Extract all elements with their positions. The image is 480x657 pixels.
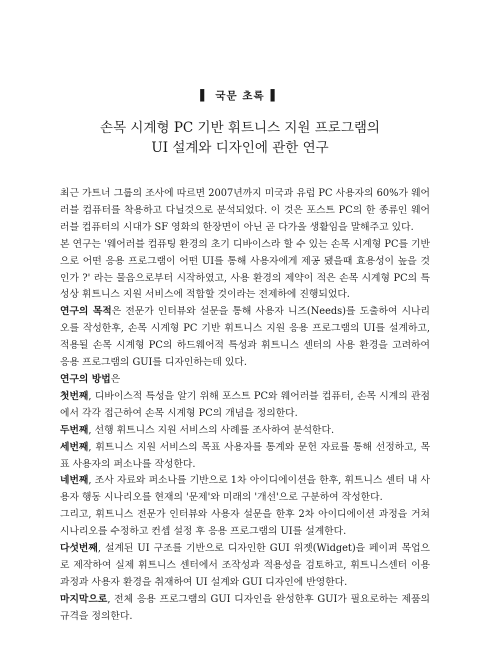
step-1: [60, 389, 430, 423]
step-5-label: 다섯번째: [60, 543, 98, 555]
purpose-text: 은 전문가 인터뷰와 설문을 통해 사용자 니즈(Needs)를 도출하여 시나리오를 작성한후, 손목 시계형 PC 기반 휘트니스 지원 응용 프로그램의 UI를 설계하고, 적용될 손목 시계형 PC의 하드웨어적 특성과 휘트니스 센터의 사용 환경을 고려하여 응용 프로그램의 GUI를 디자인하는데 있다.: [60, 306, 430, 369]
header-bullet-right-icon: ▌: [270, 90, 280, 102]
step-1-label: 첫번째: [60, 390, 89, 402]
paragraph-premise: 본 연구는 '웨어러블 컴퓨팅 환경의 초기 디바이스라 할 수 있는 손목 시계형 PC를 기반으로 어떤 응용 프로그램이 어떤 UI를 통해 사용자에게 제공 됐을때 효용성이 높을 것인가 ?' 라는 물음으로부터 시작하였고, 사용 환경의 제약이 적은 손목 시계형 PC의 특성상 휘트니스 지원 서비스에 적합할 것이라는 전제하에 진행되었다.: [60, 238, 430, 301]
step-2-text: , 선행 휘트니스 지원 서비스의 사례를 조사하여 분석한다.: [88, 424, 335, 436]
step-5: [60, 541, 430, 592]
step-4: [60, 473, 430, 507]
section-header: [0, 88, 480, 103]
paragraph-intro: 최근 가트너 그룹의 조사에 따르면 2007년까지 미국과 유럽 PC 사용자의 60%가 웨어러블 컴퓨터를 착용하고 다닐것으로 분석되었다. 이 것은 포스트 PC의 한 종류인 웨어러블 컴퓨터의 시대가 SF 영화의 한장면이 아닌 곧 다가올 생활임을 말해주고 있다.: [60, 188, 430, 233]
header-bullet-left-icon: ▌: [200, 90, 210, 102]
method-heading-suffix: 은: [110, 373, 121, 385]
step-3-text: , 휘트니스 지원 서비스의 목표 사용자를 통계와 문헌 자료를 통해 선정하고, 목표 사용자의 퍼소나를 작성한다.: [60, 441, 430, 470]
step-6: [60, 592, 430, 626]
paragraph-purpose: [60, 304, 430, 372]
step-3: [60, 440, 430, 474]
step-3-label: 세번째: [60, 441, 89, 453]
step-4-continued: 그리고, 휘트니스 전문가 인터뷰와 사용자 설문을 한후 2차 아이디에이션 과정을 거쳐 시나리오를 수정하고 컨셉 설정 후 응용 프로그램의 UI를 설계한다.: [60, 509, 430, 538]
paper-title-line-2: UI 설계와 디자인에 관한 연구: [151, 140, 329, 156]
paper-title: [40, 118, 440, 158]
abstract-body: [60, 186, 430, 626]
section-header-label: 국문 초록: [215, 90, 265, 102]
step-4-label: 네번째: [60, 475, 89, 487]
step-5-text: , 설계된 UI 구조를 기반으로 디자인한 GUI 위젯(Widget)을 페이퍼 목업으로 제작하여 실제 휘트니스 센터에서 조작성과 적용성을 검토하고, 휘트니스센터 이용과정과 사용자 환경을 취재하여 UI 설계와 GUI 디자인에 반영한다.: [60, 543, 430, 588]
step-2-label: 두번째: [60, 424, 89, 436]
step-6-text: , 전체 응용 프로그램의 GUI 디자인을 완성한후 GUI가 필요로하는 제품의 규격을 정의한다.: [60, 593, 430, 622]
step-4-text: , 조사 자료와 퍼소나를 기반으로 1차 아이디에이션을 한후, 휘트니스 센터 내 사용자 행동 시나리오를 현재의 '문제'와 미래의 '개선'으로 구분하여 작성한다.: [60, 475, 430, 504]
purpose-label: 연구의 목적: [60, 306, 112, 318]
step-1-text: , 디바이스적 특성을 알기 위해 포스트 PC와 웨어러블 컴퓨터, 손목 시계의 관점에서 각각 접근하여 손목 시계형 PC의 개념을 정의한다.: [60, 390, 430, 419]
paper-title-line-1: 손목 시계형 PC 기반 휘트니스 지원 프로그램의: [100, 120, 380, 136]
method-heading: [60, 372, 430, 389]
method-heading-label: 연구의 방법: [60, 373, 111, 385]
step-2: [60, 423, 430, 440]
step-6-label: 마지막으로: [60, 593, 108, 605]
